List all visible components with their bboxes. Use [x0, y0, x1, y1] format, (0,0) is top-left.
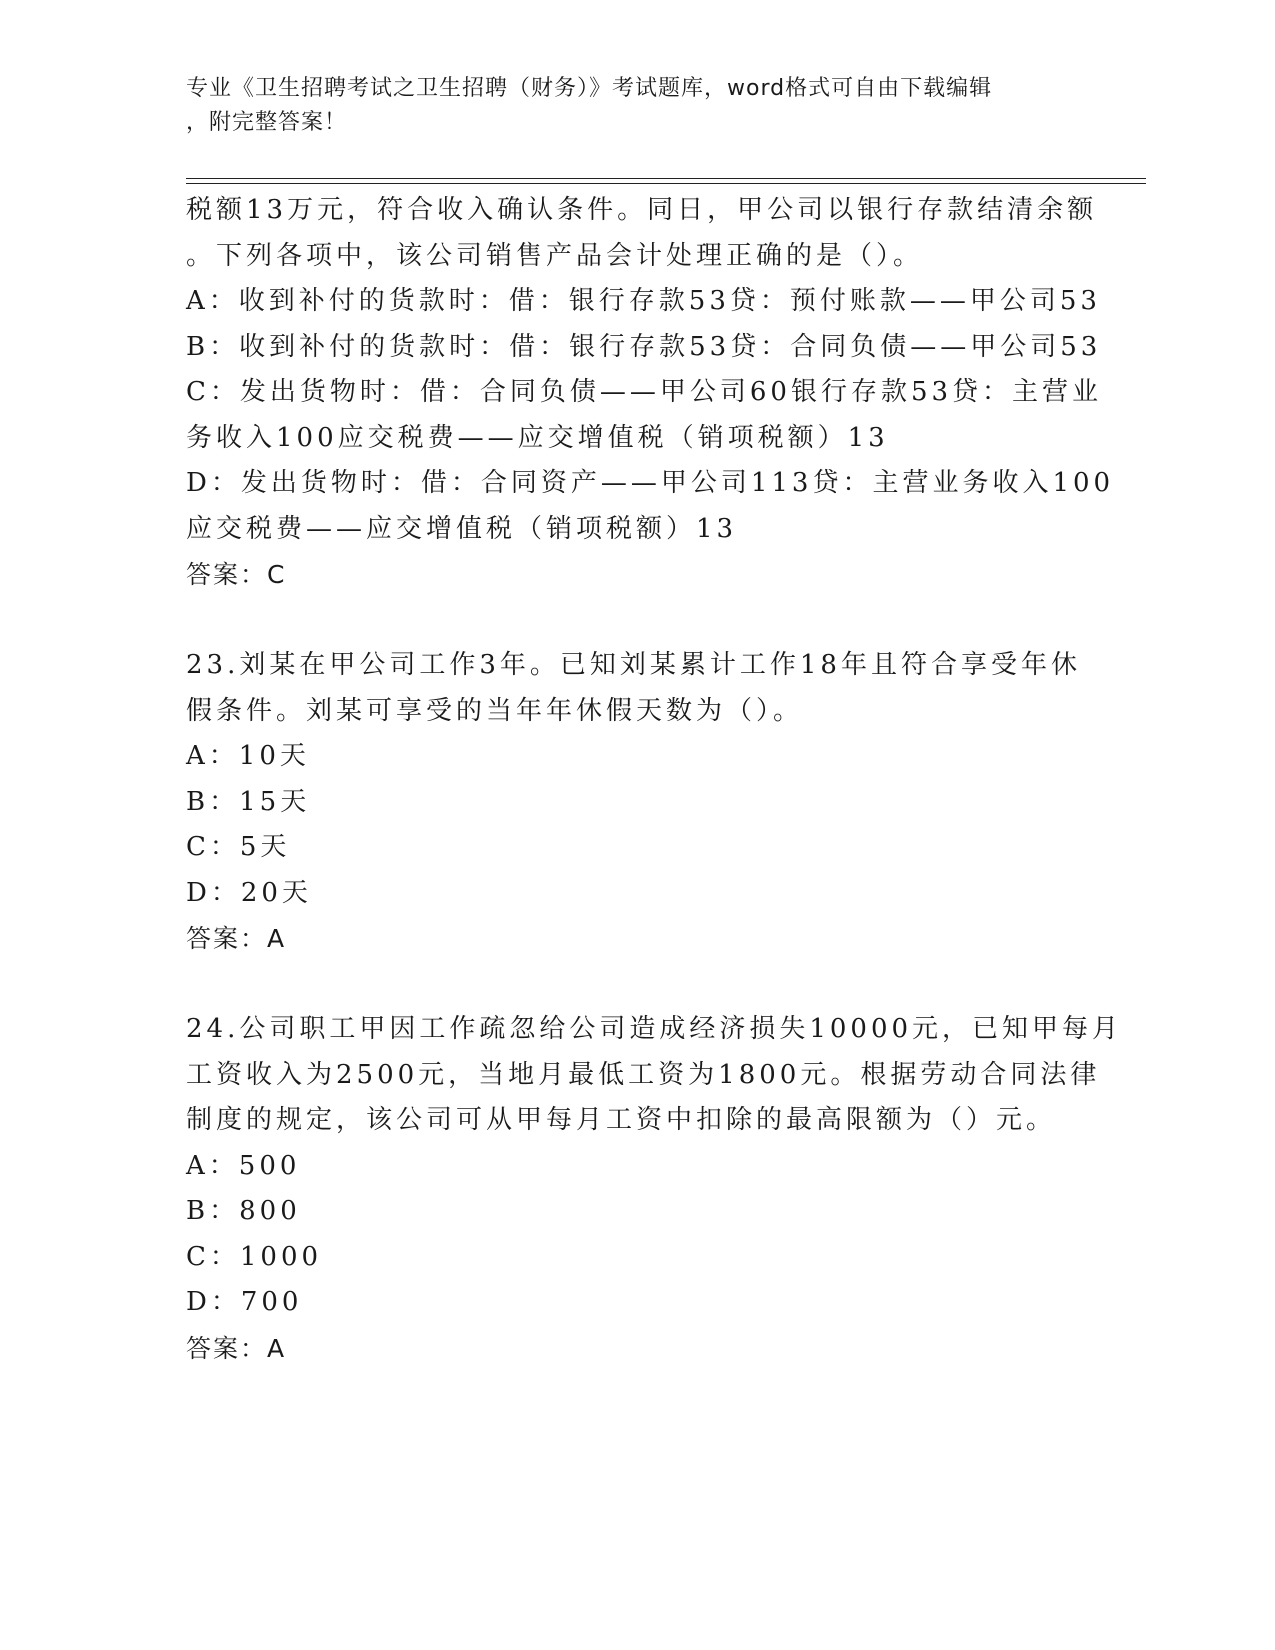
option-a: A：收到补付的货款时：借：银行存款53贷：预付账款——甲公司53	[186, 286, 1101, 316]
option-d: D：发出货物时：借：合同资产——甲公司113贷：主营业务收入100	[186, 468, 1115, 498]
question-stem-line: 23.刘某在甲公司工作3年。已知刘某累计工作18年且符合享受年休	[186, 650, 1081, 680]
answer-label: 答案：A	[186, 924, 287, 953]
option-c-continued: 务收入100应交税费——应交增值税（销项税额）13	[186, 422, 889, 453]
question-stem-line: 。下列各项中，该公司销售产品会计处理正确的是（）。	[186, 240, 924, 271]
question-stem-line: 工资收入为2500元，当地月最低工资为1800元。根据劳动合同法律	[186, 1059, 1101, 1090]
option-b: B：800	[186, 1196, 301, 1226]
question-stem-line: 24.公司职工甲因工作疏忽给公司造成经济损失10000元，已知甲每月	[186, 1014, 1123, 1044]
question-content	[186, 188, 1123, 1371]
header-line-1: 专业《卫生招聘考试之卫生招聘（财务）》考试题库，word格式可自由下载编辑	[186, 76, 993, 101]
question-22	[186, 188, 1115, 598]
question-stem-line: 税额13万元，符合收入确认条件。同日，甲公司以银行存款结清余额	[186, 195, 1098, 225]
option-d-continued: 应交税费——应交增值税（销项税额）13	[186, 513, 738, 544]
question-spacer	[186, 962, 1086, 1008]
option-b: B：收到补付的货款时：借：银行存款53贷：合同负债——甲公司53	[186, 331, 1102, 362]
option-b: B：15天	[186, 786, 311, 817]
option-c: C：5天	[186, 832, 291, 862]
option-c: C：发出货物时：借：合同负债——甲公司60银行存款53贷：主营业	[186, 377, 1103, 407]
question-spacer	[186, 598, 1086, 644]
option-a: A：10天	[186, 741, 310, 771]
question-23	[186, 643, 1086, 962]
header-divider-bottom	[186, 183, 1146, 184]
header-line-2: ，附完整答案！	[186, 110, 348, 135]
question-24	[186, 1007, 1123, 1371]
header-divider-top	[186, 178, 1146, 179]
option-c: C：1000	[186, 1241, 323, 1272]
question-stem-line: 假条件。刘某可享受的当年年休假天数为（）。	[186, 695, 804, 726]
document-header	[186, 72, 1066, 140]
question-stem-line: 制度的规定，该公司可从甲每月工资中扣除的最高限额为（）元。	[186, 1105, 1057, 1135]
option-d: D：20天	[186, 877, 312, 908]
option-a: A：500	[186, 1150, 301, 1181]
answer-label: 答案：A	[186, 1333, 287, 1363]
answer-label: 答案：C	[186, 560, 287, 589]
option-d: D：700	[186, 1287, 303, 1317]
